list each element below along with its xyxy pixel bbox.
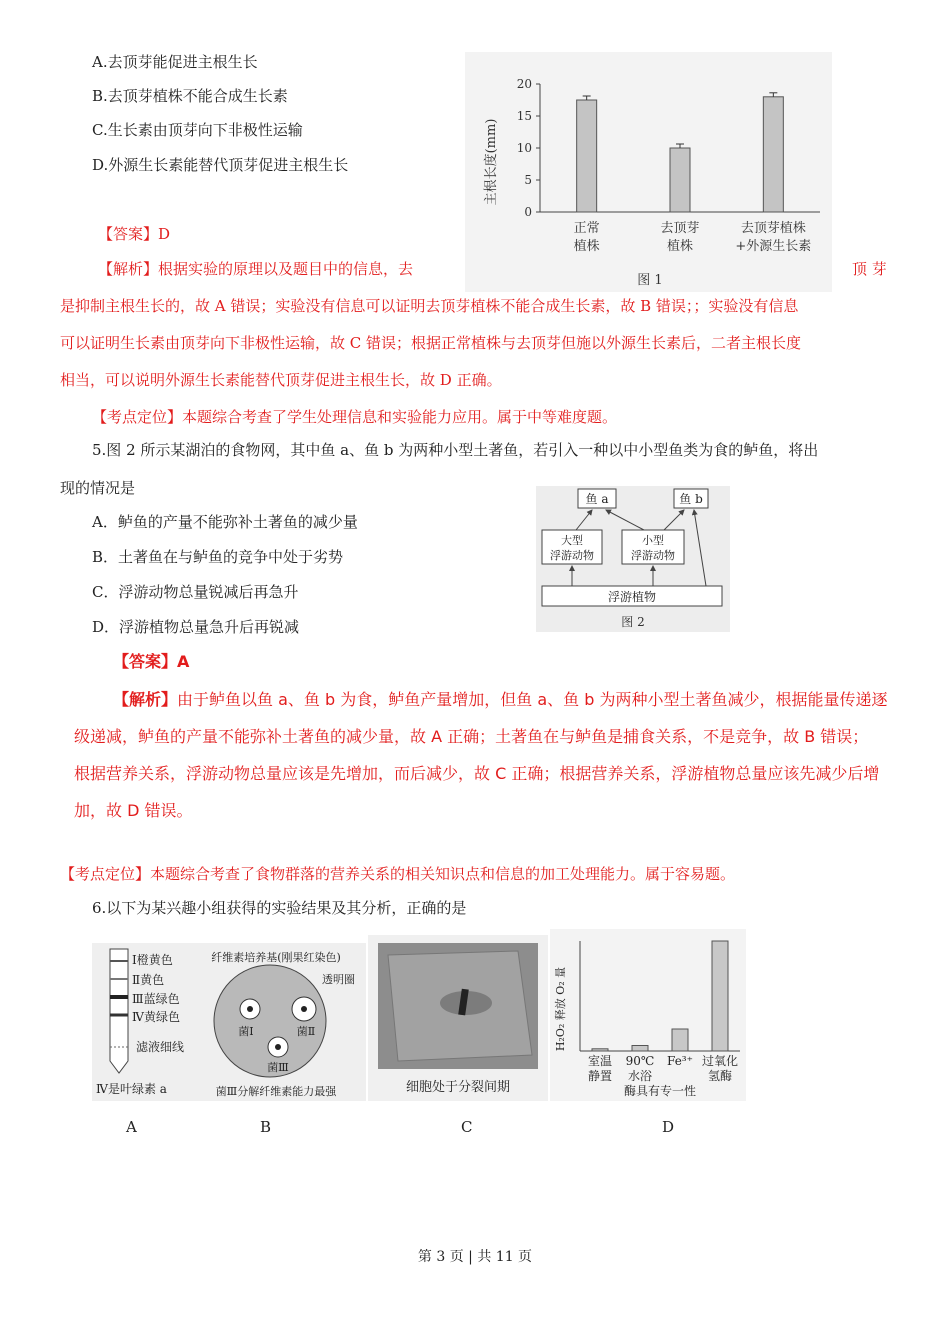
q5-option-a: A．鲈鱼的产量不能弥补土著鱼的减少量 [92,513,358,531]
fig1-category-label: +外源生长素 [735,239,812,254]
q4-analysis-text1: 根据实验的原理以及题目中的信息，去 [158,260,414,278]
q4-option-a: A.去顶芽能促进主根生长 [92,53,258,71]
fig6b-bac2-label: 菌Ⅱ [296,1025,316,1038]
fig6d-bar [632,1046,648,1052]
fig6a-paper-strip [110,949,128,1073]
fig6b-bac1-colony [247,1006,253,1012]
fig1-category-label: 去顶芽 [660,221,700,236]
fig2-small-zoo-2: 浮游动物 [631,549,675,562]
q4-answer-tag: 【答案】 [98,225,159,243]
q4-analysis-line3: 可以证明生长素由顶芽向下非极性运输，故 C 错误；根据正常植株与去顶芽但施以外源生长素后，二者主根长度 [60,334,802,352]
q5-analysis-text1: 由于鲈鱼以鱼 a、鱼 b 为食，鲈鱼产量增加，但鱼 a、鱼 b 为两种小型土著鱼减少，根据能量传递逐 [177,690,888,709]
q6-label-b: B [260,1118,272,1136]
figure-1-chart [465,52,832,292]
figure-6a [92,943,366,1101]
q5-kaodian [60,864,735,884]
fig1-ylabel: 主根长度(mm) [484,118,499,206]
q5-kaodian-text: 本题综合考查了食物群落的营养关系的相关知识点和信息的加工处理能力。属于容易题。 [150,865,736,883]
fig6d-category-label: 静置 [587,1069,613,1083]
q4-answer-value: D [158,225,171,243]
q6-label-a: A [126,1118,137,1136]
fig1-ytick-label: 10 [516,141,532,155]
fig2-small-zoo-1: 小型 [642,534,664,547]
fig1-bar [577,100,597,212]
q4-analysis-line1-tail: 顶 芽 [852,260,887,278]
fig1-ytick-label: 20 [516,77,532,91]
fig6b-bac3-colony [275,1044,281,1050]
fig1-bar [670,148,690,212]
fig2-phyto: 浮游植物 [607,590,657,604]
fig6a-band-label-3: Ⅲ蓝绿色 [132,992,180,1006]
fig6d-category-label: 过氧化 [701,1054,739,1068]
q5-answer-tag: 【答案】 [113,652,178,671]
q4-analysis-line1 [98,259,413,279]
q4-kaodian-text: 本题综合考查了学生处理信息和实验能力应用。属于中等难度题。 [182,408,618,426]
fig6a-band-label-1: Ⅰ橙黄色 [132,953,173,967]
figure-6a-chromatography [92,943,366,1101]
fig6a-line-label: 滤液细线 [136,1040,185,1054]
fig6c-caption: 细胞处于分裂间期 [405,1080,511,1095]
fig6d-caption: 酶具有专一性 [623,1084,697,1098]
fig6b-bac3-label: 菌Ⅲ [267,1061,289,1074]
q6-label-c: C [461,1118,473,1136]
fig1-ytick-label: 0 [524,205,532,219]
q5-option-c: C．浮游动物总量锐减后再急升 [92,583,299,601]
q5-stem-line2: 现的情况是 [60,479,136,497]
q4-option-d: D.外源生长素能替代顶芽促进主根生长 [92,156,349,174]
q4-kaodian-tag: 【考点定位】 [92,408,183,426]
fig6d-bar [712,941,728,1051]
fig2-arrow-smallzoo-fisha [606,510,644,530]
q4-kaodian [92,407,617,427]
q5-answer-value: A [177,652,190,671]
q5-analysis-line4: 加，故 D 错误。 [74,801,193,820]
q5-analysis-tag: 【解析】 [113,690,178,709]
figure-6d-chart [550,929,746,1101]
fig6b-bac1-label: 菌Ⅰ [238,1025,254,1038]
q4-analysis-line2: 是抑制主根生长的，故 A 错误；实验没有信息可以证明去顶芽植株不能合成生长素，故 B 错误；；实验没有信息 [60,297,799,315]
q6-stem: 6.以下为某兴趣小组获得的实验结果及其分析，正确的是 [92,899,467,917]
fig1-ytick-label: 5 [524,173,532,187]
q4-option-b: B.去顶芽植株不能合成生长素 [92,87,288,105]
page-footer: 第 3 页 | 共 11 页 [417,1249,533,1265]
figure-6c [368,935,548,1101]
fig1-caption: 图 1 [637,273,663,288]
fig2-arrow-phyto-fishb [694,510,706,586]
fig6d-bar [672,1029,688,1051]
figure-6d [550,929,746,1101]
fig6d-category-label: 氢酶 [707,1069,733,1083]
fig1-category-label: 植株 [573,239,600,254]
fig2-arrow-bigzoo-fisha [576,510,592,530]
q5-kaodian-tag: 【考点定位】 [60,865,151,883]
fig1-category-label: 去顶芽植株 [740,221,806,236]
fig2-fish-b: 鱼 b [679,492,703,506]
fig1-ytick-label: 15 [516,109,532,123]
fig1-category-label: 正常 [573,221,600,236]
fig6b-bac2-colony [301,1006,307,1012]
q5-analysis-line3: 根据营养关系，浮游动物总量应该是先增加，而后减少，故 C 正确；根据营养关系，浮游植物总量应该先减少后增 [74,764,880,783]
fig2-big-zoo-2: 浮游动物 [550,549,594,562]
q5-analysis-line2: 级递减，鲈鱼的产量不能弥补土著鱼的减少量，故 A 正确；土著鱼在与鲈鱼是捕食关系，不是竞争，故 B 错误； [74,727,869,746]
fig6d-category-label: 水浴 [627,1069,653,1083]
q5-answer [113,652,189,672]
q5-analysis-line1 [113,690,887,710]
q5-option-d: D．浮游植物总量急升后再锐减 [92,618,300,636]
fig6d-category-label: 室温 [587,1054,613,1068]
q5-option-b: B．土著鱼在与鲈鱼的竞争中处于劣势 [92,548,344,566]
fig1-bar [763,97,783,212]
fig6a-caption: Ⅳ是叶绿素 a [96,1082,167,1096]
fig6b-caption: 菌Ⅲ分解纤维素能力最强 [215,1085,337,1098]
q6-label-d: D [662,1118,675,1136]
fig6a-band-label-2: Ⅱ黄色 [132,973,165,987]
fig2-caption: 图 2 [621,615,645,629]
figure-1 [465,52,832,292]
q4-answer [98,224,170,244]
fig6d-category-label: Fe³⁺ [667,1054,693,1068]
fig1-category-label: 植株 [666,239,694,254]
fig6d-bar [592,1049,608,1051]
fig6d-category-label: 90℃ [625,1054,655,1068]
fig6a-band-label-4: Ⅳ黄绿色 [132,1010,180,1024]
fig2-arrow-smallzoo-fishb [664,510,684,530]
figure-2 [536,486,730,632]
figure-6c-micrograph [368,935,548,1101]
q5-stem-line1: 5.图 2 所示某湖泊的食物网，其中鱼 a、鱼 b 为两种小型土著鱼，若引入一种以中小型鱼类为食的鲈鱼，将出 [92,441,819,459]
fig2-big-zoo-1: 大型 [561,534,583,547]
fig6d-ylabel: H₂O₂ 释放 O₂ 量 [554,966,567,1052]
q4-analysis-line4: 相当，可以说明外源生长素能替代顶芽促进主根生长，故 D 正确。 [60,371,502,389]
q4-option-c: C.生长素由顶芽向下非极性运输 [92,121,303,139]
fig2-fish-a: 鱼 a [585,492,609,506]
figure-2-foodweb [536,486,730,632]
fig6b-title: 纤维素培养基(刚果红染色) [211,951,341,964]
fig6b-ring-label: 透明圈 [322,973,355,986]
q4-analysis-tag: 【解析】 [98,260,159,278]
